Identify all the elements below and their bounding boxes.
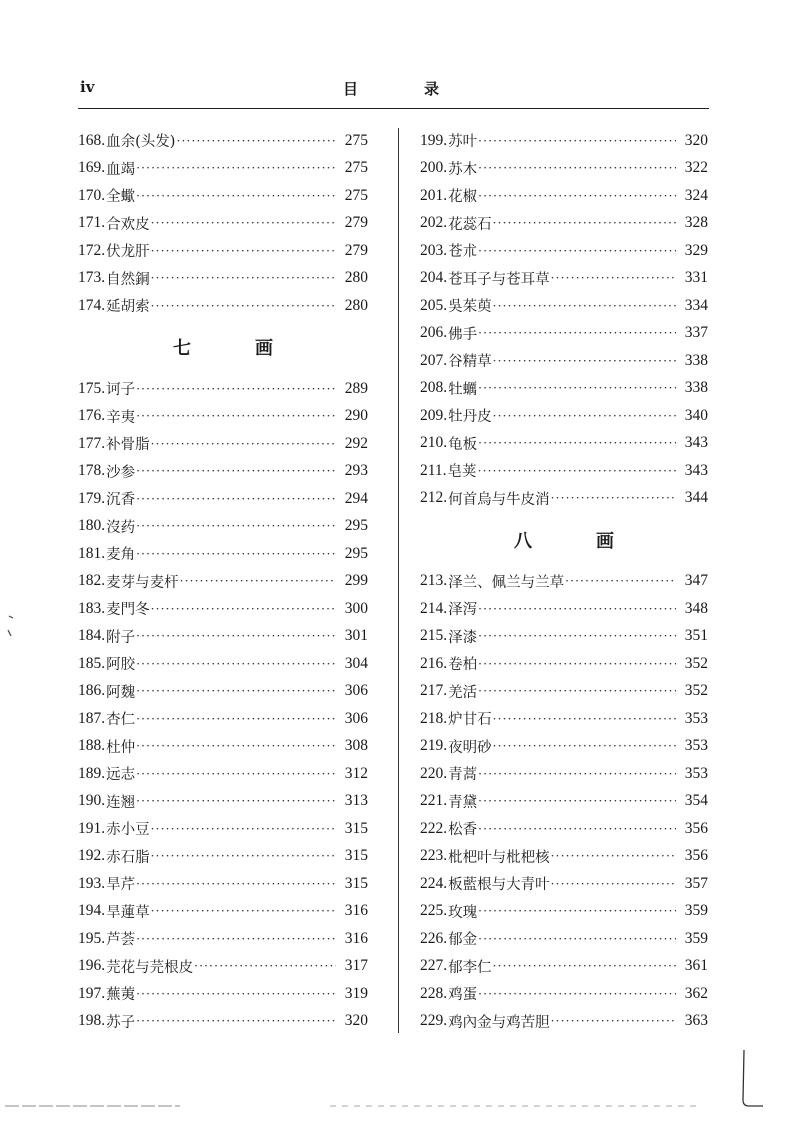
entry-page-number: 295: [344, 544, 368, 562]
entry-number: 203.: [420, 241, 448, 259]
entry-number: 229.: [420, 1012, 448, 1030]
entry-page-number: 293: [344, 462, 368, 480]
entry-page-number: 359: [684, 929, 708, 947]
entry-number: 201.: [420, 186, 448, 204]
entry-number: 171.: [78, 214, 106, 232]
entry-page-number: 347: [684, 572, 708, 590]
entry-title: 花椒: [448, 189, 478, 206]
section-heading-char: 画: [596, 530, 614, 552]
entry-number: 194.: [78, 902, 106, 920]
entry-number: 193.: [78, 874, 106, 892]
entry-title: 辛夷: [106, 409, 136, 426]
entry-number: 186.: [78, 682, 106, 700]
entry-number: 187.: [78, 709, 106, 727]
entry-number: 214.: [420, 599, 448, 617]
entry-page-number: 275: [344, 186, 368, 204]
entry-number: 221.: [420, 792, 448, 810]
header-title-char-1: 目: [343, 80, 359, 98]
entry-number: 225.: [420, 902, 448, 920]
entry-title: 全蠍: [106, 189, 136, 206]
entry-number: 210.: [420, 434, 448, 452]
entry-number: 184.: [78, 627, 106, 645]
entry-page-number: 312: [344, 764, 368, 782]
entry-page-number: 300: [344, 599, 368, 617]
entry-page-number: 329: [684, 241, 708, 259]
entry-page-number: 320: [684, 131, 708, 149]
entry-number: 177.: [78, 434, 106, 452]
entry-number: 174.: [78, 296, 106, 314]
entry-page-number: 290: [344, 407, 368, 425]
entry-number: 179.: [78, 489, 106, 507]
entry-number: 196.: [78, 957, 106, 975]
entry-number: 176.: [78, 407, 106, 425]
entry-page-number: 343: [684, 461, 708, 479]
entry-number: 223.: [420, 847, 448, 865]
entry-title: 赤小豆: [106, 822, 150, 839]
entry-number: 175.: [78, 379, 106, 397]
entry-title: 延胡索: [106, 299, 150, 316]
section-heading-char: 画: [255, 338, 273, 360]
entry-number: 209.: [420, 406, 448, 424]
entry-number: 216.: [420, 654, 448, 672]
entry-title: 佛手: [448, 326, 478, 343]
entry-page-number: 320: [344, 1012, 368, 1030]
entry-page-number: 324: [684, 186, 708, 204]
entry-title: 麦芽与麦杆: [106, 574, 179, 591]
entry-page-number: 343: [684, 434, 708, 452]
entry-page-number: 331: [684, 269, 708, 287]
entry-title: 郁李仁: [448, 959, 492, 976]
entry-title: 吳茱萸: [448, 299, 492, 316]
page-number-roman: iv: [80, 78, 95, 96]
entry-number: 217.: [420, 682, 448, 700]
entry-number: 227.: [420, 957, 448, 975]
entry-title: 鸡內金与鸡苦胆: [448, 1014, 550, 1031]
entry-title: 蕪荑: [106, 987, 136, 1004]
entry-title: 杜仲: [106, 739, 136, 756]
entry-page-number: 313: [344, 792, 368, 810]
entry-title: 玫瑰: [448, 904, 478, 921]
entry-number: 169.: [78, 159, 106, 177]
entry-number: 182.: [78, 572, 106, 590]
entry-number: 192.: [78, 847, 106, 865]
entry-page-number: 289: [344, 379, 368, 397]
entry-title: 苏叶: [448, 134, 478, 151]
entry-title: 夜明砂: [448, 739, 492, 756]
entry-page-number: 275: [344, 159, 368, 177]
entry-title: 血竭: [106, 161, 136, 178]
entry-number: 206.: [420, 324, 448, 342]
entry-number: 183.: [78, 599, 106, 617]
entry-number: 191.: [78, 819, 106, 837]
entry-title: 麦角: [106, 547, 136, 564]
entry-title: 松香: [448, 822, 478, 839]
entry-number: 220.: [420, 764, 448, 782]
entry-title: 伏龙肝: [106, 244, 150, 261]
entry-page-number: 361: [684, 957, 708, 975]
entry-page-number: 279: [344, 214, 368, 232]
entry-page-number: 299: [344, 572, 368, 590]
entry-title: 附子: [106, 629, 136, 646]
entry-title: 合欢皮: [106, 216, 150, 233]
entry-title: 炉甘石: [448, 712, 492, 729]
entry-page-number: 279: [344, 241, 368, 259]
entry-number: 170.: [78, 186, 106, 204]
entry-title: 泽兰、佩兰与兰草: [448, 574, 565, 591]
entry-page-number: 306: [344, 709, 368, 727]
entry-title: 连翘: [106, 794, 136, 811]
entry-title: 枇杷叶与枇杷核: [448, 849, 550, 866]
entry-number: 215.: [420, 627, 448, 645]
entry-number: 219.: [420, 737, 448, 755]
entry-number: 207.: [420, 351, 448, 369]
entry-number: 205.: [420, 296, 448, 314]
entry-number: 211.: [420, 461, 447, 479]
entry-title: 板藍根与大青叶: [448, 877, 550, 894]
entry-number: 195.: [78, 929, 106, 947]
entry-page-number: 294: [344, 489, 368, 507]
entry-title: 血余(头发): [106, 134, 176, 151]
entry-page-number: 308: [344, 737, 368, 755]
entry-title: 补骨脂: [106, 437, 150, 454]
entry-title: 龟板: [448, 436, 478, 453]
entry-page-number: 304: [344, 654, 368, 672]
entry-title: 牡丹皮: [448, 409, 492, 426]
entry-page-number: 354: [684, 792, 708, 810]
entry-page-number: 338: [684, 351, 708, 369]
entry-number: 200.: [420, 159, 448, 177]
entry-number: 224.: [420, 874, 448, 892]
entry-number: 188.: [78, 737, 106, 755]
section-heading-char: 七: [173, 338, 191, 360]
entry-title: 赤石脂: [106, 849, 150, 866]
entry-number: 212.: [420, 489, 448, 507]
entry-title: 芦荟: [106, 932, 136, 949]
entry-number: 168.: [78, 131, 106, 149]
entry-page-number: 353: [684, 737, 708, 755]
entry-page-number: 362: [684, 984, 708, 1002]
entry-page-number: 357: [684, 874, 708, 892]
entry-page-number: 351: [684, 627, 708, 645]
entry-title: 泽漆: [448, 629, 478, 646]
entry-title: 苏子: [106, 1014, 136, 1031]
entry-page-number: 334: [684, 296, 708, 314]
entry-page-number: 352: [684, 654, 708, 672]
entry-page-number: 340: [684, 406, 708, 424]
entry-number: 180.: [78, 517, 106, 535]
entry-number: 185.: [78, 654, 106, 672]
entry-title: 苏木: [448, 161, 478, 178]
entry-title: 旱蓮草: [106, 904, 150, 921]
entry-title: 青黛: [448, 794, 478, 811]
entry-title: 皂荚: [447, 464, 477, 481]
entry-page-number: 295: [344, 517, 368, 535]
entry-title: 杏仁: [106, 712, 136, 729]
entry-page-number: 319: [344, 984, 368, 1002]
entry-page-number: 338: [684, 379, 708, 397]
entry-page-number: 352: [684, 682, 708, 700]
entry-title: 青蒿: [448, 767, 478, 784]
entry-title: 羌活: [448, 684, 478, 701]
entry-page-number: 316: [344, 902, 368, 920]
entry-title: 旱芹: [106, 877, 136, 894]
entry-title: 远志: [106, 767, 136, 784]
entry-title: 泽泻: [448, 602, 478, 619]
entry-number: 181.: [78, 544, 106, 562]
entry-page-number: 306: [344, 682, 368, 700]
entry-title: 芫花与芫根皮: [106, 959, 194, 976]
entry-page-number: 344: [684, 489, 708, 507]
entry-page-number: 315: [344, 847, 368, 865]
entry-number: 222.: [420, 819, 448, 837]
entry-title: 苍耳子与苍耳草: [448, 271, 550, 288]
entry-page-number: 348: [684, 599, 708, 617]
entry-page-number: 353: [684, 709, 708, 727]
entry-page-number: 322: [684, 159, 708, 177]
entry-page-number: 317: [344, 957, 368, 975]
section-heading-char: 八: [514, 530, 532, 552]
entry-page-number: 315: [344, 819, 368, 837]
entry-page-number: 328: [684, 214, 708, 232]
entry-number: 173.: [78, 269, 106, 287]
entry-title: 阿胶: [106, 657, 136, 674]
entry-title: 沒药: [106, 519, 136, 536]
entry-title: 鸡蛋: [448, 987, 478, 1004]
entry-title: 卷柏: [448, 657, 478, 674]
entry-page-number: 359: [684, 902, 708, 920]
entry-page-number: 356: [684, 847, 708, 865]
entry-title: 麦門冬: [106, 602, 150, 619]
entry-number: 226.: [420, 929, 448, 947]
entry-title: 沙参: [106, 464, 136, 481]
entry-number: 199.: [420, 131, 448, 149]
entry-number: 213.: [420, 572, 448, 590]
entry-page-number: 275: [344, 131, 368, 149]
entry-page-number: 280: [344, 296, 368, 314]
entry-title: 郁金: [448, 932, 478, 949]
entry-number: 202.: [420, 214, 448, 232]
entry-page-number: 316: [344, 929, 368, 947]
entry-number: 208.: [420, 379, 448, 397]
entry-page-number: 301: [344, 627, 368, 645]
entry-number: 190.: [78, 792, 106, 810]
entry-page-number: 315: [344, 874, 368, 892]
header-title-char-2: 录: [424, 80, 440, 98]
entry-title: 何首烏与牛皮消: [448, 491, 550, 508]
entry-number: 172.: [78, 241, 106, 259]
entry-title: 谷精草: [448, 354, 492, 371]
entry-title: 诃子: [106, 382, 136, 399]
entry-title: 牡蠣: [448, 381, 478, 398]
entry-page-number: 337: [684, 324, 708, 342]
entry-number: 178.: [78, 462, 106, 480]
entry-page-number: 280: [344, 269, 368, 287]
entry-title: 沉香: [106, 492, 136, 509]
entry-number: 198.: [78, 1012, 106, 1030]
entry-number: 228.: [420, 984, 448, 1002]
entry-title: 苍朮: [448, 244, 478, 261]
entry-page-number: 363: [684, 1012, 708, 1030]
entry-number: 197.: [78, 984, 106, 1002]
entry-page-number: 292: [344, 434, 368, 452]
entry-page-number: 356: [684, 819, 708, 837]
entry-number: 218.: [420, 709, 448, 727]
entry-page-number: 353: [684, 764, 708, 782]
entry-title: 花蕊石: [448, 216, 492, 233]
entry-title: 阿魏: [106, 684, 136, 701]
entry-number: 204.: [420, 269, 448, 287]
entry-title: 自然銅: [106, 271, 150, 288]
entry-number: 189.: [78, 764, 106, 782]
